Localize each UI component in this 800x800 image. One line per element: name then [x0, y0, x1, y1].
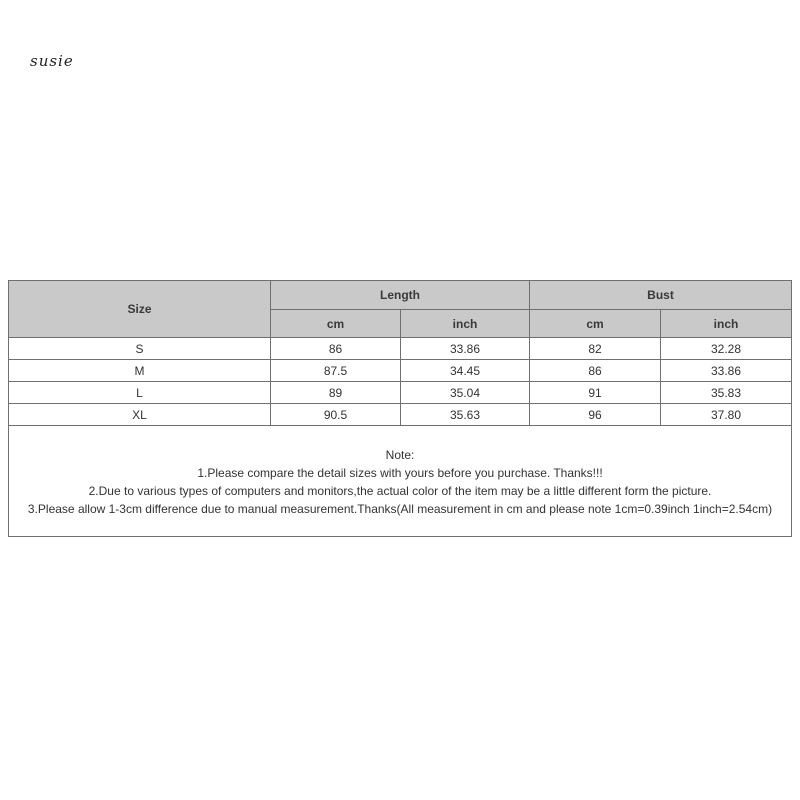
length-inch-cell: 34.45 — [401, 360, 530, 382]
bust-cm-cell: 86 — [530, 360, 661, 382]
note-line-3: 3.Please allow 1-3cm difference due to manual measurement.Thanks(All measurement in cm and please note 1cm=0.39inch 1inch=2.54cm) — [27, 502, 773, 516]
bust-header: Bust — [530, 281, 792, 310]
note-cell — [9, 426, 792, 537]
table-row — [9, 360, 792, 382]
length-cm-cell: 86 — [271, 338, 401, 360]
note-line-1: 1.Please compare the detail sizes with yours before you purchase. Thanks!!! — [197, 466, 603, 480]
length-inch-cell: 35.63 — [401, 404, 530, 426]
table-row — [9, 338, 792, 360]
bust-inch-header: inch — [661, 310, 792, 338]
length-cm-header: cm — [271, 310, 401, 338]
bust-cm-header: cm — [530, 310, 661, 338]
note-row — [9, 426, 792, 537]
length-cm-cell: 90.5 — [271, 404, 401, 426]
length-inch-cell: 33.86 — [401, 338, 530, 360]
table-row — [9, 382, 792, 404]
note-line-2: 2.Due to various types of computers and monitors,the actual color of the item may be a little different form the picture. — [88, 484, 712, 498]
bust-inch-cell: 37.80 — [661, 404, 792, 426]
size-chart-table — [8, 280, 792, 537]
size-cell: M — [9, 360, 271, 382]
length-cm-cell: 87.5 — [271, 360, 401, 382]
bust-cm-cell: 91 — [530, 382, 661, 404]
table-row — [9, 404, 792, 426]
size-header: Size — [9, 281, 271, 338]
length-inch-header: inch — [401, 310, 530, 338]
size-cell: L — [9, 382, 271, 404]
note-title: Note: — [385, 448, 415, 462]
bust-inch-cell: 35.83 — [661, 382, 792, 404]
length-header: Length — [271, 281, 530, 310]
size-cell: XL — [9, 404, 271, 426]
header-row-top — [9, 281, 792, 310]
bust-inch-cell: 33.86 — [661, 360, 792, 382]
size-cell: S — [9, 338, 271, 360]
length-inch-cell: 35.04 — [401, 382, 530, 404]
bust-inch-cell: 32.28 — [661, 338, 792, 360]
bust-cm-cell: 96 — [530, 404, 661, 426]
watermark-text: susie — [30, 52, 74, 70]
length-cm-cell: 89 — [271, 382, 401, 404]
bust-cm-cell: 82 — [530, 338, 661, 360]
